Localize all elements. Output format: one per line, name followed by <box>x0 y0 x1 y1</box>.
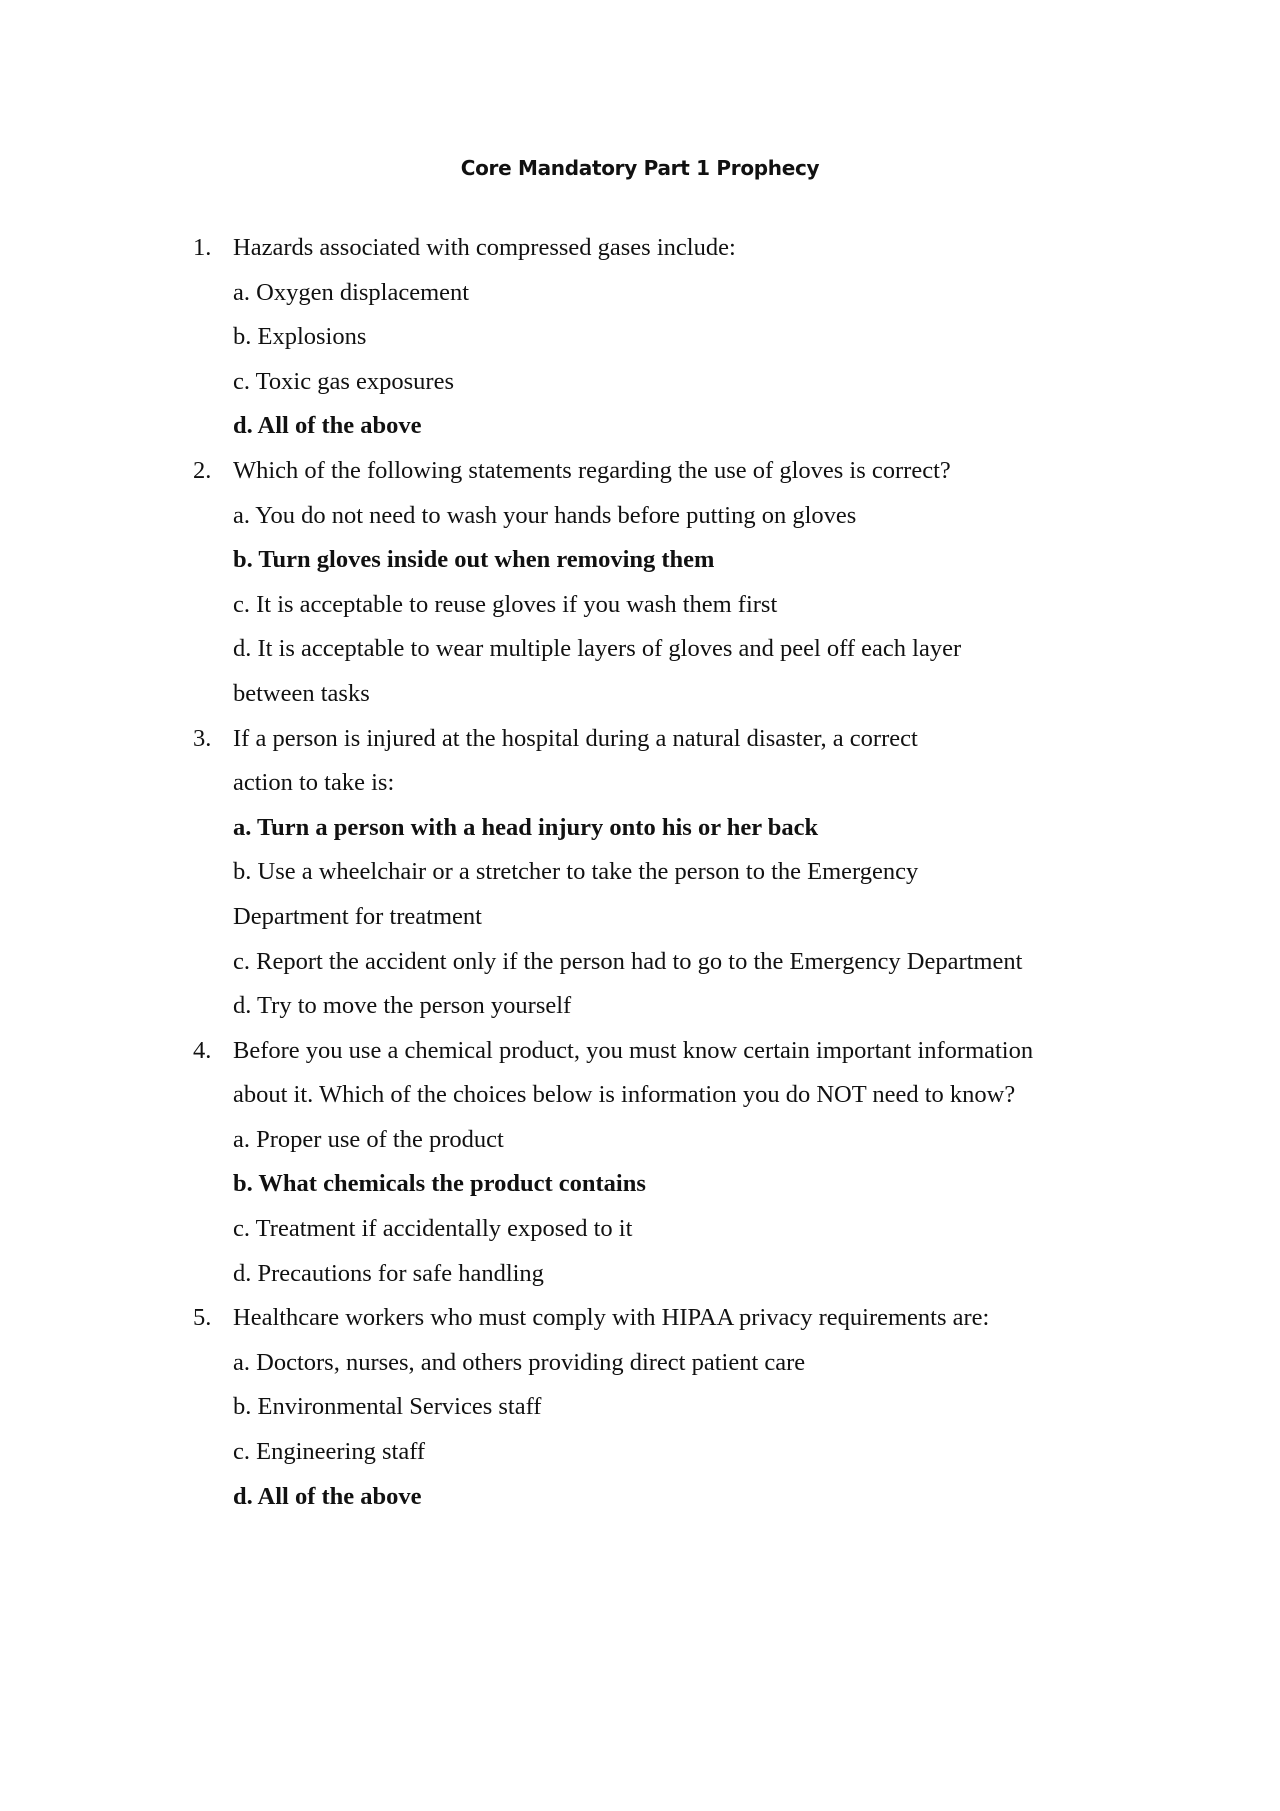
option-item: c. Toxic gas exposures <box>233 367 455 395</box>
question-text: If a person is injured at the hospital during a natural disaster, a correct action to take is: <box>233 724 918 797</box>
option-item: c. Engineering staff <box>233 1438 426 1466</box>
option-item: a. Proper use of the product <box>233 1125 504 1153</box>
option-item: c. It is acceptable to reuse gloves if you wash them first <box>233 590 778 618</box>
option-list <box>233 494 1280 717</box>
correct-answer: d. All of the above <box>233 1482 422 1510</box>
option-item: a. Doctors, nurses, and others providing direct patient care <box>233 1348 806 1376</box>
question-item <box>0 449 1280 717</box>
option-item: d. It is acceptable to wear multiple layers of gloves and peel off each layer between tasks <box>233 635 962 707</box>
question-number: 4. <box>193 1036 212 1064</box>
option-list <box>233 1341 1280 1519</box>
option-item: b. Explosions <box>233 323 367 351</box>
question-text: Healthcare workers who must comply with HIPAA privacy requirements are: <box>233 1304 990 1332</box>
question-text: Which of the following statements regarding the use of gloves is correct? <box>233 456 951 484</box>
question-text: Hazards associated with compressed gases include: <box>233 234 736 261</box>
page-title: Core Mandatory Part 1 Prophecy <box>460 156 820 180</box>
question-item <box>0 1296 1280 1519</box>
correct-answer: a. Turn a person with a head injury onto his or her back <box>233 813 819 841</box>
option-list <box>233 806 1280 1029</box>
option-item: d. Try to move the person yourself <box>233 992 572 1020</box>
question-text: Before you use a chemical product, you must know certain important information about it. Which of the choices below is information you do NOT need to know? <box>233 1036 1034 1109</box>
option-list <box>233 1118 1280 1296</box>
question-number: 2. <box>193 456 212 484</box>
correct-answer: b. Turn gloves inside out when removing them <box>233 546 715 574</box>
question-number: 5. <box>193 1304 212 1332</box>
question-number: 1. <box>193 234 212 261</box>
option-item: a. You do not need to wash your hands before putting on gloves <box>233 501 857 529</box>
question-item <box>0 1029 1280 1297</box>
option-item: b. Environmental Services staff <box>233 1393 542 1421</box>
correct-answer: d. All of the above <box>233 412 422 440</box>
question-number: 3. <box>193 724 212 752</box>
option-item: c. Treatment if accidentally exposed to it <box>233 1215 633 1243</box>
option-item: c. Report the accident only if the person had to go to the Emergency Department <box>233 947 1023 975</box>
question-item <box>0 226 1280 449</box>
option-list <box>233 271 1280 449</box>
option-item: a. Oxygen displacement <box>233 278 470 306</box>
question-item <box>0 717 1280 1029</box>
option-item: d. Precautions for safe handling <box>233 1259 544 1287</box>
correct-answer: b. What chemicals the product contains <box>233 1170 646 1198</box>
option-item: b. Use a wheelchair or a stretcher to take the person to the Emergency Department for treatment <box>233 858 919 930</box>
question-list <box>0 226 1280 1519</box>
